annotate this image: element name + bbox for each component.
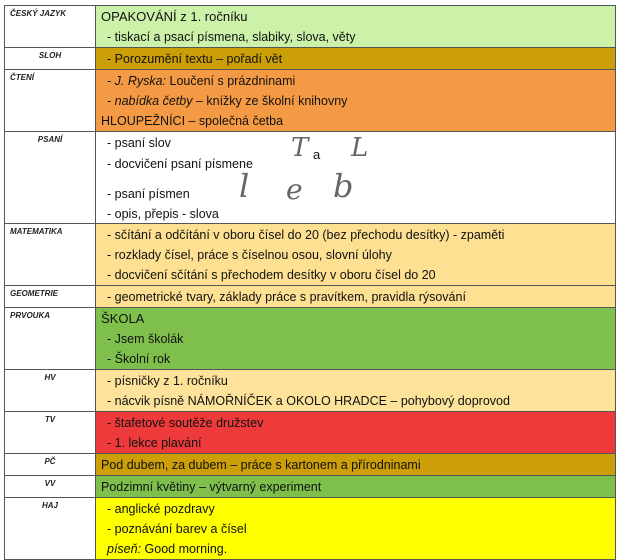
list-item: HLOUPEŽNÍCI – společná četba [101,114,284,128]
script-letter-T: T [291,133,309,163]
list-item: - štafetové soutěže družstev [107,416,264,430]
row-haj [5,498,616,560]
content-cteni [96,70,616,132]
author-label: - J. Ryska: [107,74,167,88]
subject-cteni: ČTENÍ [5,70,96,132]
list-item: - sčítání a odčítání v oboru čísel do 20 (bez přechodu desítky) - zpaměti [107,228,505,242]
script-letter-b: b [333,167,354,205]
content-hv [96,370,616,412]
row-sloh [5,48,616,70]
offer-text: – knížky ze školní knihovny [192,94,348,108]
content-matematika [96,224,616,286]
content-cesky-jazyk [96,6,616,48]
offer-label: - nabídka četby [107,94,193,108]
list-item: - psaní slov [107,136,171,150]
subject-psani: PSANÍ [5,132,96,224]
list-item: - psaní písmen [107,187,190,201]
subject-haj: HAJ [5,498,96,560]
subject-vv: VV [5,476,96,498]
list-item: - Porozumění textu – pořadí vět [107,52,283,66]
list-item: - písničky z 1. ročníku [107,374,228,388]
list-item: - anglické pozdravy [107,502,215,516]
row-prvouka [5,308,616,370]
row-pc [5,454,616,476]
list-item: - rozklady čísel, práce s číselnou osou, slovní úlohy [107,248,392,262]
list-item [101,71,615,91]
list-item: - tiskací a psací písmena, slabiky, slova, věty [107,30,356,44]
subject-hv: HV [5,370,96,412]
list-item [101,91,615,111]
list-item: - docvičení psaní písmene [107,157,253,171]
list-item: - nácvik písně NÁMOŘNÍČEK a OKOLO HRADCE – pohybový doprovod [107,394,510,408]
content-pc [96,454,616,476]
heading-skola: ŠKOLA [101,311,145,326]
content-psani [96,132,616,224]
list-item [101,539,615,559]
content-vv [96,476,616,498]
script-letter-e: e [286,173,303,206]
subject-sloh: SLOH [5,48,96,70]
content-sloh [96,48,616,70]
list-item: - Jsem školák [107,332,184,346]
list-item: - docvičení sčítání s přechodem desítky v oboru čísel do 20 [107,268,436,282]
song-label: píseň: [107,542,142,556]
list-item: Pod dubem, za dubem – práce s kartonem a přírodninami [101,458,421,472]
content-prvouka [96,308,616,370]
row-matematika [5,224,616,286]
title-text: Loučení s prázdninami [166,74,296,88]
subject-tv: TV [5,412,96,454]
content-geometrie [96,286,616,308]
script-letter-l: l [239,167,250,205]
list-item: - Školní rok [107,352,171,366]
weekly-plan-table [4,5,616,560]
song-title: Good morning. [141,542,228,556]
psani-block [101,133,615,223]
row-cteni [5,70,616,132]
content-tv [96,412,616,454]
list-item: - opis, přepis - slova [107,207,219,221]
script-letter-L: L [351,133,369,163]
row-hv [5,370,616,412]
row-vv [5,476,616,498]
heading-opakovani: OPAKOVÁNÍ z 1. ročníku [101,9,248,24]
row-geometrie [5,286,616,308]
list-item: Podzimní květiny – výtvarný experiment [101,480,322,494]
row-tv [5,412,616,454]
subject-cesky-jazyk: ČESKÝ JAZYK [5,6,96,48]
subject-geometrie: GEOMETRIE [5,286,96,308]
list-item: - poznávání barev a čísel [107,522,247,536]
subject-matematika: MATEMATIKA [5,224,96,286]
list-item: - geometrické tvary, základy práce s pravítkem, pravidla rýsování [107,290,466,304]
row-cesky-jazyk [5,6,616,48]
list-item: - 1. lekce plavání [107,436,202,450]
subject-pc: PČ [5,454,96,476]
content-haj [96,498,616,560]
print-letter-a: a [313,147,321,162]
row-psani [5,132,616,224]
subject-prvouka: PRVOUKA [5,308,96,370]
